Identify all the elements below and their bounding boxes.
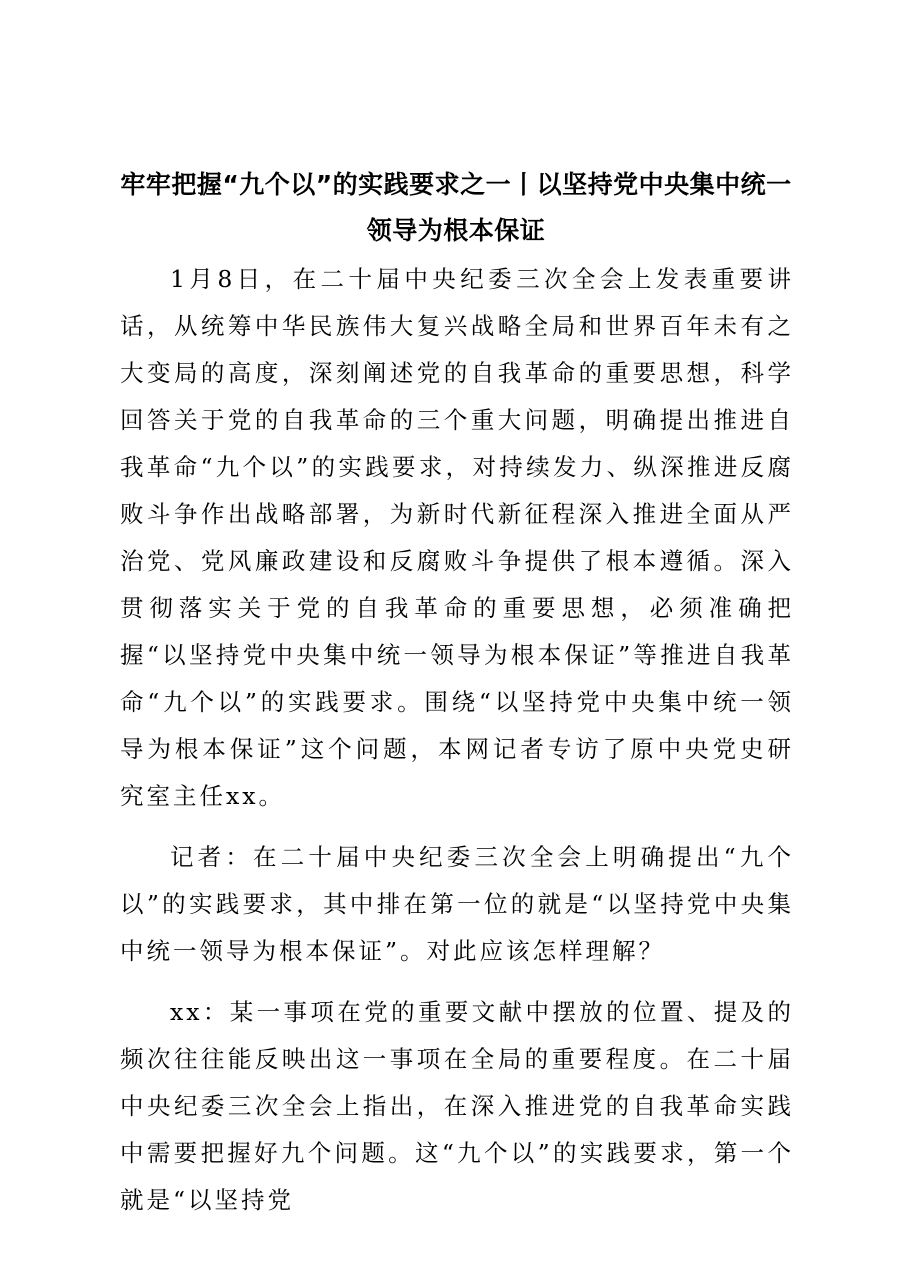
paragraph-question: 记者：在二十届中央纪委三次全会上明确提出“九个以”的实践要求，其中排在第一位的就是“以坚持党中央集中统一领导为根本保证”。对此应该怎样理解？ xyxy=(120,843,794,965)
paragraph-intro: 1月8日，在二十届中央纪委三次全会上发表重要讲话，从统筹中华民族伟大复兴战略全局和世界百年未有之大变局的高度，深刻阐述党的自我革命的重要思想，科学回答关于党的自我革命的三个重大问题，明确提出推进自我革命“九个以”的实践要求，对持续发力、纵深推进反腐败斗争作出战略部署，为新时代新征程深入推进全面从严治党、党风廉政建设和反腐败斗争提供了根本遵循。深入贯彻落实关于党的自我革命的重要思想，必须准确把握“以坚持党中央集中统一领导为根本保证”等推进自我革命“九个以”的实践要求。围绕“以坚持党中央集中统一领导为根本保证”这个问题，本网记者专访了原中央党史研究室主任xx。 xyxy=(120,265,794,810)
document-body xyxy=(120,256,794,1238)
document-title: 牢牢把握“九个以”的实践要求之一丨以坚持党中央集中统一领导为根本保证 xyxy=(120,170,792,245)
paragraph-answer: xx：某一事项在党的重要文献中摆放的位置、提及的频次往往能反映出这一事项在全局的重要程度。在二十届中央纪委三次全会上指出，在深入推进党的自我革命实践中需要把握好九个问题。这“九个以”的实践要求，第一个就是“以坚持党 xyxy=(120,998,794,1214)
